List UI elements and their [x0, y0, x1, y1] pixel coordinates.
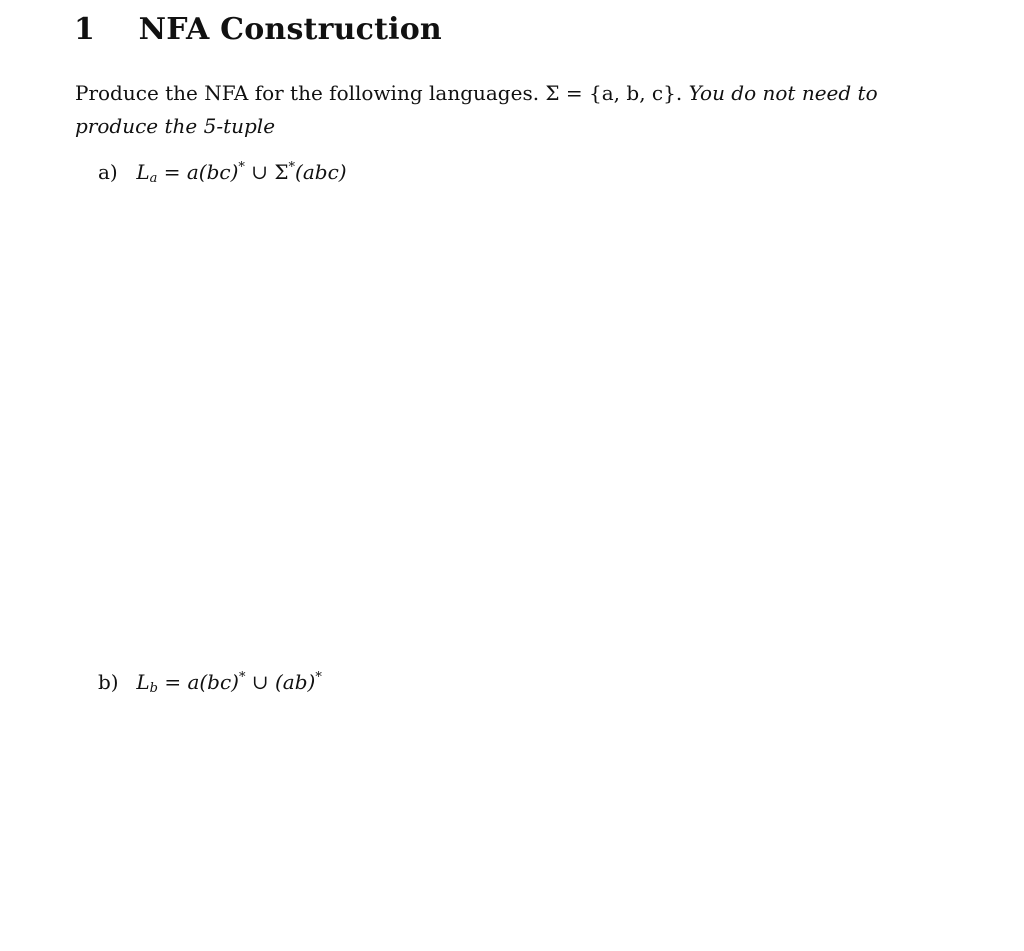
section-title: NFA Construction — [138, 12, 442, 47]
kleene-star: * — [238, 670, 246, 685]
instruction-note: You do not need to produce the 5-tuple — [75, 81, 878, 138]
section-number: 1 — [74, 12, 96, 47]
intro-paragraph — [75, 77, 945, 143]
answer-space-b — [74, 710, 944, 940]
intro-text: Produce the NFA for the following languages. — [75, 81, 540, 105]
union-symbol: ∪ — [251, 670, 269, 694]
union-symbol: ∪ — [251, 160, 269, 184]
problem-label: a) — [98, 160, 118, 184]
language-symbol: L — [136, 160, 150, 184]
alphabet-definition: Σ = {a, b, c}. — [545, 81, 683, 105]
kleene-star: * — [238, 160, 245, 175]
kleene-star: * — [315, 670, 322, 685]
expression-part: = a(bc) — [163, 160, 239, 184]
language-symbol: L — [136, 670, 150, 694]
kleene-star: * — [288, 160, 296, 175]
language-subscript: a — [149, 171, 158, 186]
language-definition — [136, 160, 346, 184]
expression-part: = a(bc) — [164, 670, 239, 694]
answer-space-a — [74, 200, 944, 650]
problem-a — [98, 160, 347, 186]
expression-part: (abc) — [295, 160, 347, 184]
expression-part: (ab) — [274, 670, 316, 694]
language-subscript: b — [149, 681, 158, 696]
section-heading — [74, 12, 442, 47]
expression-part: Σ — [274, 160, 289, 184]
problem-label: b) — [98, 670, 119, 694]
language-definition — [136, 670, 321, 694]
problem-b — [98, 670, 322, 696]
